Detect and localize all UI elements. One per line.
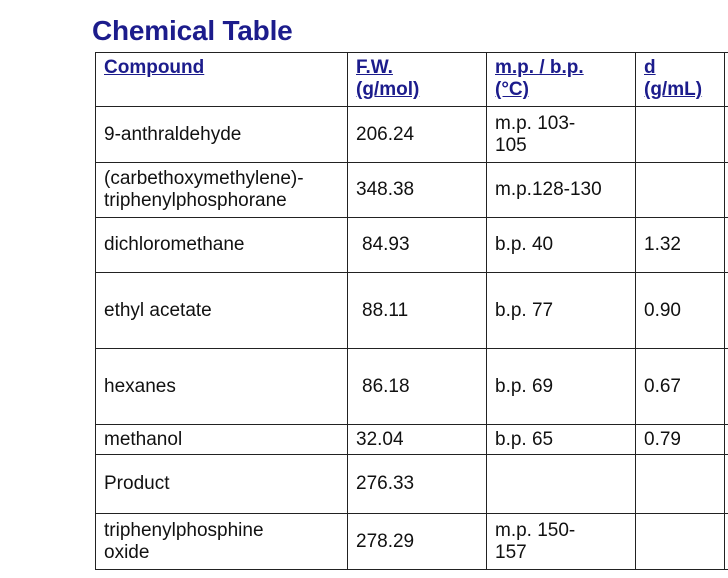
formula-weight-cell: 88.11 [348,273,487,349]
compound-name: oxide [104,541,150,563]
melting-boiling-point-cell [487,273,636,349]
chemical-table [95,52,728,570]
compound-name: triphenylphosphorane [104,190,287,211]
compound-cell [96,273,348,349]
extra-cell [725,425,728,455]
density-cell: 0.90 [636,273,725,349]
extra-cell [725,514,728,570]
extra-cell [725,107,728,163]
formula-weight-cell: 206.24 [348,107,487,163]
table-row [96,425,728,455]
header-mpbp-label: m.p. / b.p. [495,57,584,78]
table-body [96,107,728,570]
table-row [96,455,728,514]
header-density [636,53,725,107]
compound-cell [96,107,348,163]
melting-boiling-point-cell [487,349,636,425]
extra-cell [725,218,728,273]
density-cell [636,107,725,163]
compound-cell [96,425,348,455]
melting-boiling-point-cell [487,425,636,455]
density-cell [636,163,725,218]
table-row [96,107,728,163]
header-extra [725,53,728,107]
compound-name: dichloromethane [104,234,245,255]
mpbp-value: 105 [495,134,527,156]
header-compound [96,53,348,107]
extra-cell [725,163,728,218]
melting-boiling-point-cell [487,107,636,163]
table-row [96,273,728,349]
extra-cell [725,273,728,349]
mpbp-value: 157 [495,541,527,563]
table-row [96,514,728,570]
compound-name: ethyl acetate [104,299,212,321]
density-cell [636,514,725,570]
header-mpbp [487,53,636,107]
formula-weight-cell: 86.18 [348,349,487,425]
compound-name: methanol [104,428,183,450]
table-row [96,349,728,425]
mpbp-value: b.p. 40 [495,234,554,255]
page-title: Chemical Table [92,15,293,46]
table-row [96,163,728,218]
mpbp-value: b.p. 69 [495,375,554,397]
compound-cell [96,163,348,218]
formula-weight-cell: 84.93 [348,218,487,273]
density-cell: 0.67 [636,349,725,425]
header-mpbp-unit: (°C) [495,79,529,100]
header-fw [348,53,487,107]
mpbp-value: b.p. 65 [495,428,554,450]
compound-cell [96,218,348,273]
mpbp-value: b.p. 77 [495,299,554,321]
compound-name: (carbethoxymethylene)- [104,168,304,189]
melting-boiling-point-cell [487,514,636,570]
density-cell [636,455,725,514]
density-cell: 0.79 [636,425,725,455]
compound-name: triphenylphosphine [104,519,264,541]
header-density-unit: (g/mL) [644,79,703,100]
compound-cell [96,455,348,514]
density-cell: 1.32 [636,218,725,273]
formula-weight-cell: 32.04 [348,425,487,455]
formula-weight-cell: 278.29 [348,514,487,570]
compound-name: Product [104,473,170,494]
melting-boiling-point-cell [487,455,636,514]
compound-name: hexanes [104,375,176,397]
mpbp-value: m.p. 150- [495,519,576,541]
compound-name: 9-anthraldehyde [104,123,242,145]
extra-cell [725,455,728,514]
melting-boiling-point-cell [487,218,636,273]
melting-boiling-point-cell [487,163,636,218]
header-density-label: d [644,57,656,78]
compound-cell [96,349,348,425]
mpbp-value: m.p. 103- [495,112,576,134]
header-row [96,53,728,107]
compound-cell [96,514,348,570]
mpbp-value: m.p.128-130 [495,179,602,200]
formula-weight-cell: 276.33 [348,455,487,514]
formula-weight-cell: 348.38 [348,163,487,218]
header-fw-unit: (g/mol) [356,79,420,100]
table-row [96,218,728,273]
extra-cell [725,349,728,425]
header-fw-label: F.W. [356,57,393,78]
header-compound-label: Compound [104,57,205,78]
